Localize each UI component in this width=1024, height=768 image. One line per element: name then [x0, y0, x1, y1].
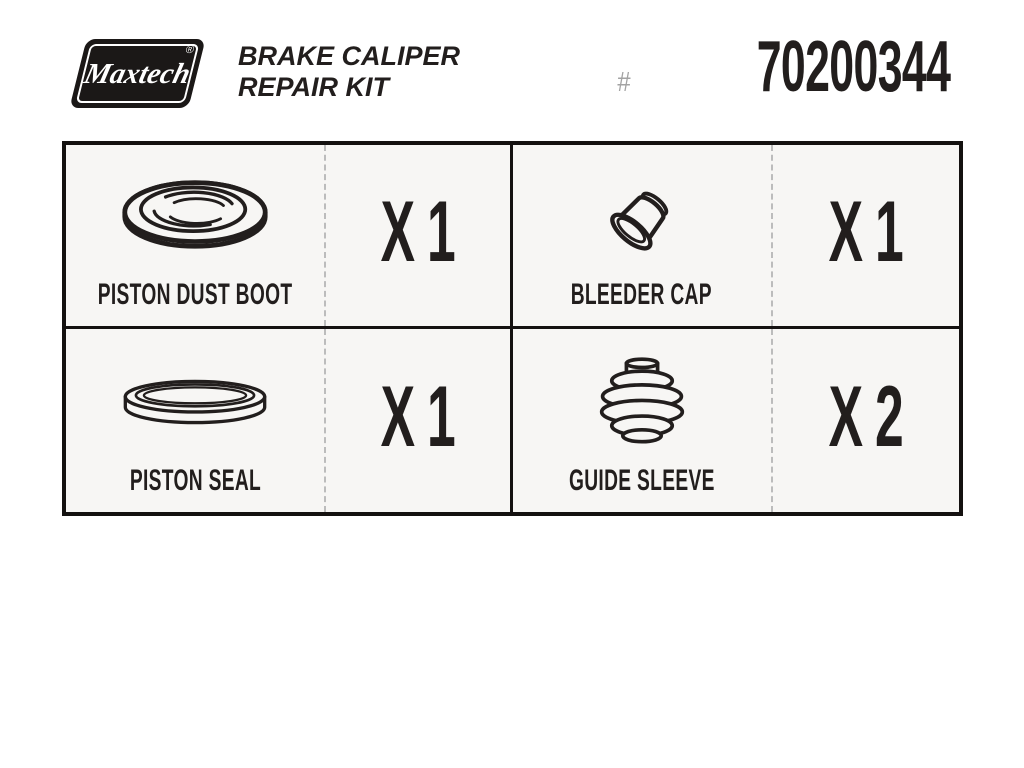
part-label: PISTON SEAL: [129, 464, 261, 497]
piston-seal-icon: [122, 370, 268, 430]
icon-wrap: [513, 329, 771, 467]
table-cell-guide-sleeve: [513, 329, 960, 513]
part-area: [513, 329, 773, 513]
table-cell-piston-seal: [66, 329, 513, 513]
part-label: GUIDE SLEEVE: [568, 464, 715, 497]
qty-area: [326, 145, 510, 326]
hash-symbol: #: [617, 66, 631, 97]
table-cell-piston-dust-boot: [66, 145, 513, 329]
guide-sleeve-icon: [593, 356, 691, 444]
part-label: BLEEDER CAP: [570, 277, 713, 311]
kit-title-line2: REPAIR KIT: [238, 72, 390, 102]
part-number-value: 70200344: [756, 27, 950, 107]
qty-label: X 1: [380, 369, 455, 466]
part-label: PISTON DUST BOOT: [97, 277, 293, 311]
qty-label: X 1: [380, 184, 455, 281]
part-area: [513, 145, 773, 326]
bleeder-cap-icon: [602, 178, 682, 252]
maxtech-logo: [69, 39, 205, 108]
part-area: [66, 145, 326, 326]
part-area: [66, 329, 326, 513]
qty-area: [326, 329, 510, 513]
parts-table: [62, 141, 963, 516]
qty-area: [773, 145, 960, 326]
qty-label: X 2: [828, 369, 903, 466]
icon-wrap: [66, 145, 324, 280]
registered-trademark-icon: ®: [184, 44, 196, 56]
icon-wrap: [66, 329, 324, 467]
qty-label: X 1: [828, 184, 903, 281]
brand-name: Maxtech: [81, 58, 194, 90]
table-cell-bleeder-cap: [513, 145, 960, 329]
part-number: [615, 27, 950, 107]
kit-title-line1: BRAKE CALIPER: [238, 41, 461, 71]
piston-dust-boot-icon: [119, 178, 271, 252]
icon-wrap: [513, 145, 771, 280]
qty-area: [773, 329, 960, 513]
kit-title: [238, 41, 460, 103]
